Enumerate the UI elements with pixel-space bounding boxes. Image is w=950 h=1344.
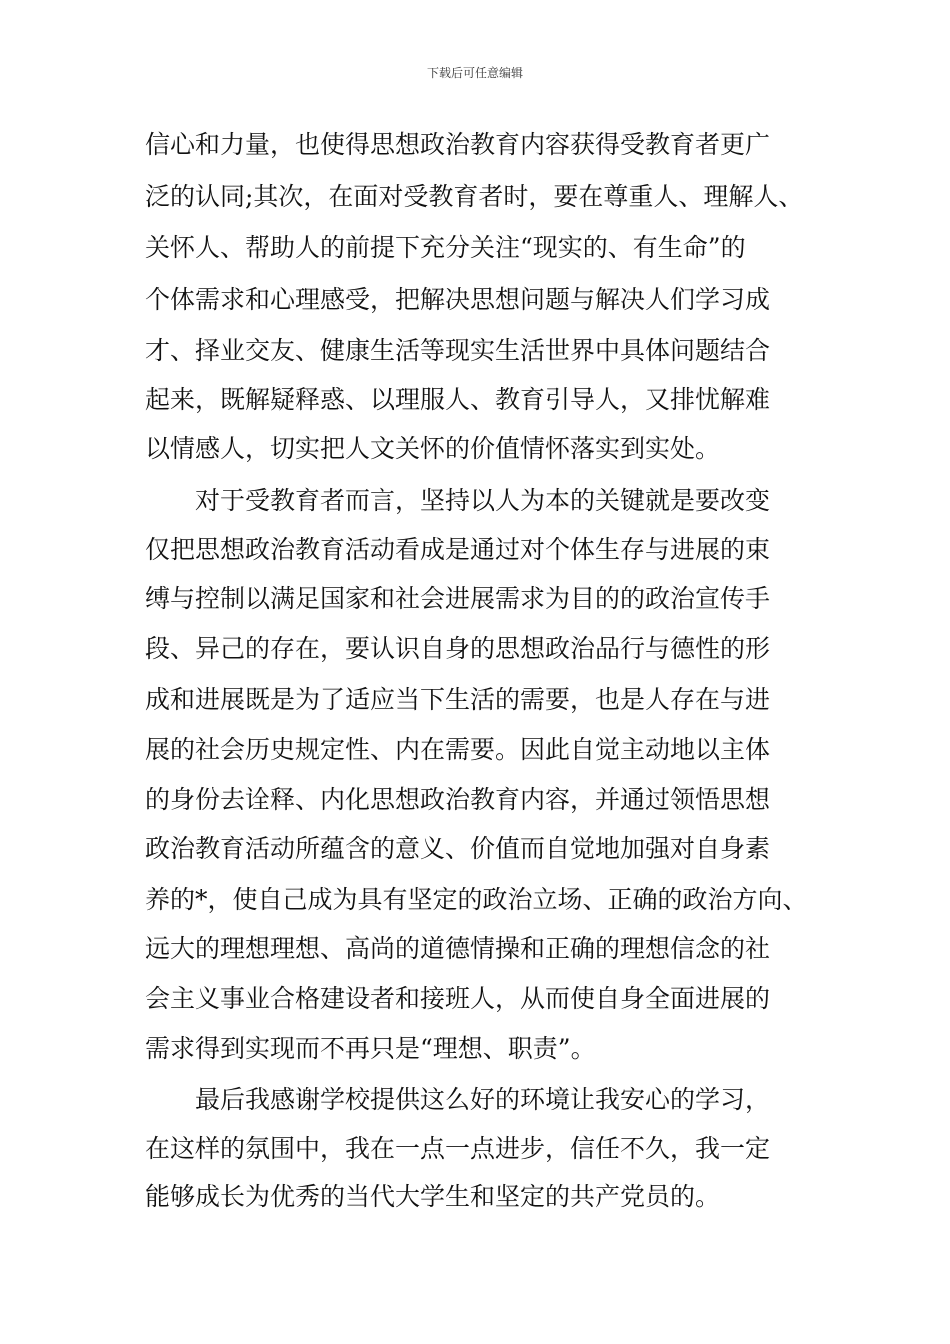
body-line: 的身份去诠释、内化思想政治教育内容，并通过领悟思想 — [145, 785, 771, 814]
body-line: 段、异己的存在，要认识自身的思想政治品行与德性的形 — [145, 634, 771, 663]
body-line: 仅把思想政治教育活动看成是通过对个体生存与进展的束 — [145, 535, 771, 564]
body-line: 政治教育活动所蕴含的意义、价值而自觉地加强对自身素 — [145, 834, 771, 863]
body-line: 能够成长为优秀的当代大学生和坚定的共产党员的。 — [145, 1182, 721, 1211]
body-line: 对于受教育者而言，坚持以人为本的关键就是要改变 — [145, 486, 771, 515]
body-line: 最后我感谢学校提供这么好的环境让我安心的学习， — [145, 1085, 771, 1114]
body-line: 以情感人，切实把人文关怀的价值情怀落实到实处。 — [145, 434, 721, 463]
body-line: 关怀人、帮助人的前提下充分关注“现实的、有生命”的 — [145, 233, 746, 262]
body-line: 远大的理想理想、高尚的道德情操和正确的理想信念的社 — [145, 934, 771, 963]
body-line: 缚与控制以满足国家和社会进展需求为目的的政治宣传手 — [145, 584, 771, 613]
body-line: 在这样的氛围中，我在一点一点进步，信任不久，我一定 — [145, 1134, 771, 1163]
body-line: 会主义事业合格建设者和接班人，从而使自身全面进展的 — [145, 984, 771, 1013]
body-line: 展的社会历史规定性、内在需要。因此自觉主动地以主体 — [145, 735, 771, 764]
body-line: 才、择业交友、健康生活等现实生活世界中具体问题结合 — [145, 336, 771, 365]
body-line: 需求得到实现而不再只是“理想、职责”。 — [145, 1034, 596, 1063]
body-line: 养的*，使自己成为具有坚定的政治立场、正确的政治方向、 — [145, 885, 808, 914]
body-line: 个体需求和心理感受，把解决思想问题与解决人们学习成 — [145, 285, 771, 314]
body-line: 信心和力量，也使得思想政治教育内容获得受教育者更广 — [145, 130, 771, 159]
body-line: 起来，既解疑释惑、以理服人、教育引导人，又排忧解难 — [145, 385, 771, 414]
body-line: 成和进展既是为了适应当下生活的需要，也是人存在与进 — [145, 685, 771, 714]
page-header: 下载后可任意编辑 — [426, 66, 523, 80]
body-line: 泛的认同;其次，在面对受教育者时，要在尊重人、理解人、 — [145, 182, 804, 211]
